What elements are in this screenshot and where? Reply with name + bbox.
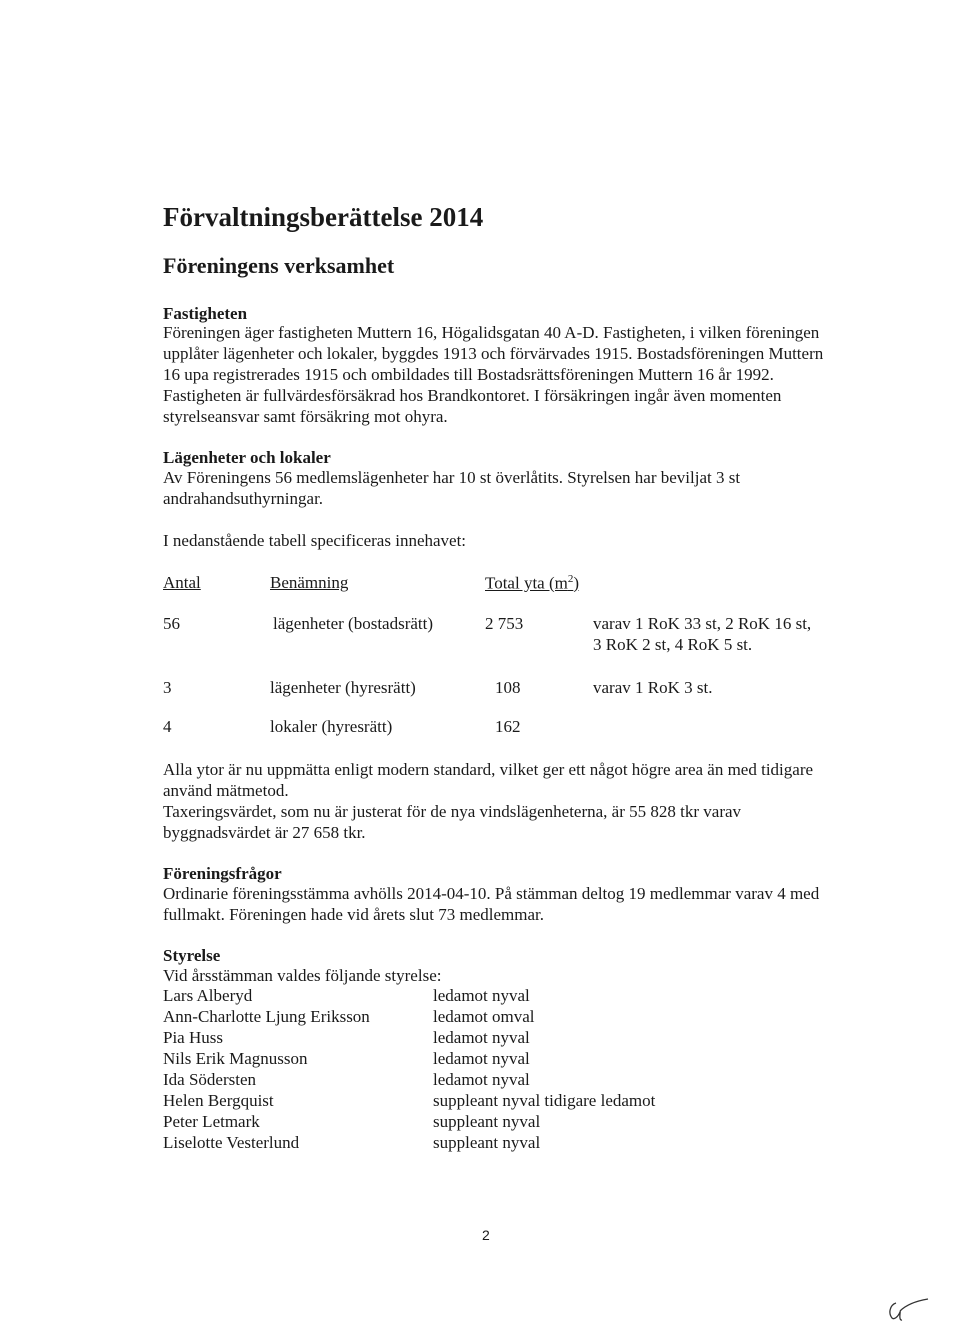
column-header-total-yta: Total yta $(m^2)$ — [485, 573, 580, 593]
paragraph-line: byggnadsvärdet är 27 658 tkr. — [163, 823, 366, 842]
row-benamning: lägenheter (hyresrätt) — [270, 678, 416, 697]
member-name: Peter Letmark — [163, 1112, 260, 1131]
styrelse-intro: Vid årsstämman valdes följande styrelse: — [163, 966, 442, 985]
member-role: ledamot nyval — [433, 1049, 530, 1068]
row-antal: 3 — [163, 678, 172, 697]
row-note: varav 1 RoK 3 st. — [593, 678, 713, 697]
note-line: 3 RoK 2 st, 4 RoK 5 st. — [593, 635, 753, 654]
section-title: Föreningens verksamhet — [163, 253, 395, 278]
member-name: Lars Alberyd — [163, 986, 253, 1005]
paragraph-line: Av Föreningens 56 medlemslägenheter har 10 st överlåtits. Styrelsen har beviljat 3 st — [163, 468, 741, 487]
row-note — [593, 613, 811, 655]
page-number: 2 — [482, 1227, 490, 1243]
fastigheten-heading: Fastigheten — [163, 304, 248, 323]
table-intro: I nedanstående tabell specificeras innehavet: — [163, 531, 467, 550]
row-antal: 56 — [163, 614, 180, 633]
row-benamning: lokaler (hyresrätt) — [270, 717, 393, 736]
member-role: ledamot omval — [433, 1007, 535, 1026]
paragraph-line: Taxeringsvärdet, som nu är justerat för de nya vindslägenheterna, är 55 828 tkr varav — [163, 802, 742, 821]
member-name: Pia Huss — [163, 1028, 223, 1047]
note-line: varav 1 RoK 33 st, 2 RoK 16 st, — [593, 614, 812, 633]
paragraph-line: Ordinarie föreningsstämma avhölls 2014-04-10. På stämman deltog 19 medlemmar varav 4 med — [163, 884, 820, 903]
paragraph-line: använd mätmetod. — [163, 781, 289, 800]
document-title: Förvaltningsberättelse 2014 — [163, 202, 484, 232]
foreningsfragor-heading: Föreningsfrågor — [163, 864, 282, 883]
measurement-paragraph — [163, 759, 813, 843]
lagenheter-heading: Lägenheter och lokaler — [163, 448, 331, 467]
member-role: suppleant nyval — [433, 1133, 541, 1152]
fastigheten-paragraph — [163, 322, 823, 427]
lagenheter-paragraph — [163, 467, 740, 509]
paragraph-line: fullmakt. Föreningen hade vid årets slut 73 medlemmar. — [163, 905, 544, 924]
signature-mark — [884, 1297, 932, 1323]
member-name: Ida Södersten — [163, 1070, 257, 1089]
member-role: ledamot nyval — [433, 1028, 530, 1047]
paragraph-line: Alla ytor är nu uppmätta enligt modern standard, vilket ger ett något högre area än med tidigare — [163, 760, 814, 779]
member-role: ledamot nyval — [433, 1070, 530, 1089]
paragraph-line: styrelseansvar samt försäkring mot ohyra. — [163, 407, 448, 426]
paragraph-line: 16 upa registrerades 1915 och ombildades till Bostadsrättsföreningen Muttern 16 år 1992. — [163, 365, 774, 384]
row-antal: 4 — [163, 717, 172, 736]
member-role: ledamot nyval — [433, 986, 530, 1005]
member-name: Helen Bergquist — [163, 1091, 274, 1110]
row-total-yta: 162 — [495, 717, 521, 736]
column-header-antal: Antal — [163, 573, 201, 592]
paragraph-line: andrahandsuthyrningar. — [163, 489, 324, 508]
paragraph-line: Föreningen äger fastigheten Muttern 16, Högalidsgatan 40 A-D. Fastigheten, i vilken föreningen — [163, 323, 820, 342]
paragraph-line: Fastigheten är fullvärdesförsäkrad hos Brandkontoret. I försäkringen ingår även momenten — [163, 386, 782, 405]
row-total-yta: 108 — [495, 678, 521, 697]
row-total-yta: 2 753 — [485, 614, 524, 633]
paragraph-line: upplåter lägenheter och lokaler, byggdes 1913 och förvärvades 1915. Bostadsföreningen Muttern — [163, 344, 824, 363]
member-role: suppleant nyval — [433, 1112, 541, 1131]
styrelse-heading: Styrelse — [163, 946, 221, 965]
member-name: Nils Erik Magnusson — [163, 1049, 308, 1068]
member-name: Ann-Charlotte Ljung Eriksson — [163, 1007, 370, 1026]
column-header-benamning: Benämning — [270, 573, 349, 592]
row-benamning: lägenheter (bostadsrätt) — [273, 614, 434, 633]
member-name: Liselotte Vesterlund — [163, 1133, 300, 1152]
foreningsfragor-paragraph — [163, 883, 819, 925]
member-role: suppleant nyval tidigare ledamot — [433, 1091, 656, 1110]
